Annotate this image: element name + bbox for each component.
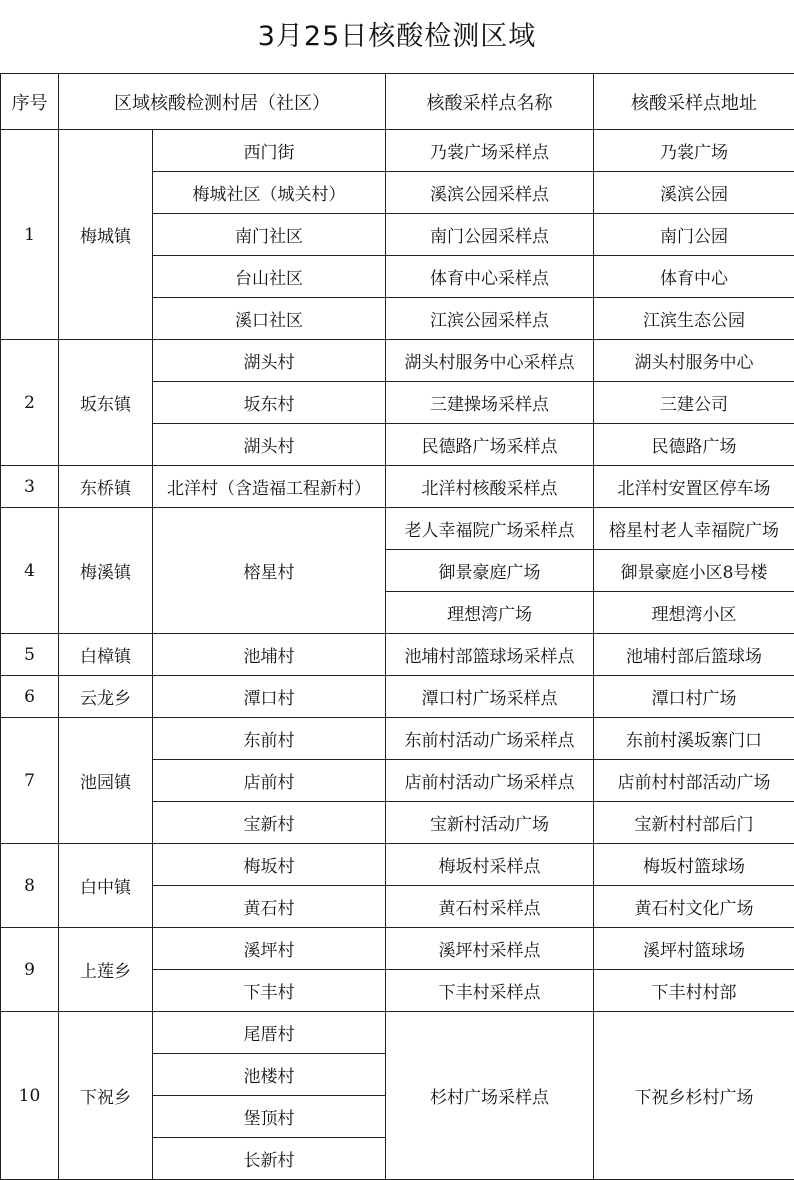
village-cell: 池埔村 [153, 634, 386, 676]
page-title: 3月25日核酸检测区域 [0, 0, 794, 73]
site-address-cell: 南门公园 [594, 214, 794, 256]
site-name-cell: 东前村活动广场采样点 [386, 718, 594, 760]
village-cell: 池楼村 [153, 1054, 386, 1096]
site-address-cell: 店前村村部活动广场 [594, 760, 794, 802]
table-row [1, 676, 794, 718]
testing-sites-table [0, 73, 794, 1180]
site-address-cell: 下祝乡杉村广场 [594, 1012, 794, 1180]
site-address-cell: 理想湾小区 [594, 592, 794, 634]
village-cell: 梅坂村 [153, 844, 386, 886]
site-address-cell: 北洋村安置区停车场 [594, 466, 794, 508]
site-address-cell: 榕星村老人幸福院广场 [594, 508, 794, 550]
table-row [1, 130, 794, 172]
town-cell: 白樟镇 [59, 634, 153, 676]
village-cell: 湖头村 [153, 424, 386, 466]
table-row [1, 928, 794, 970]
village-cell: 湖头村 [153, 340, 386, 382]
site-name-cell: 溪滨公园采样点 [386, 172, 594, 214]
site-address-cell: 三建公司 [594, 382, 794, 424]
village-cell: 宝新村 [153, 802, 386, 844]
site-name-cell: 杉村广场采样点 [386, 1012, 594, 1180]
site-name-cell: 三建操场采样点 [386, 382, 594, 424]
site-name-cell: 潭口村广场采样点 [386, 676, 594, 718]
site-address-cell: 潭口村广场 [594, 676, 794, 718]
seq-cell: 1 [1, 130, 59, 340]
header-region: 区域核酸检测村居（社区） [59, 74, 386, 130]
seq-cell: 10 [1, 1012, 59, 1180]
seq-cell: 4 [1, 508, 59, 634]
village-cell: 长新村 [153, 1138, 386, 1180]
header-site-address: 核酸采样点地址 [594, 74, 794, 130]
site-address-cell: 民德路广场 [594, 424, 794, 466]
table-row [1, 1012, 794, 1054]
site-address-cell: 湖头村服务中心 [594, 340, 794, 382]
site-name-cell: 老人幸福院广场采样点 [386, 508, 594, 550]
village-cell: 梅城社区（城关村） [153, 172, 386, 214]
site-address-cell: 东前村溪坂寨门口 [594, 718, 794, 760]
village-cell: 榕星村 [153, 508, 386, 634]
site-name-cell: 店前村活动广场采样点 [386, 760, 594, 802]
site-address-cell: 黄石村文化广场 [594, 886, 794, 928]
site-address-cell: 溪滨公园 [594, 172, 794, 214]
site-name-cell: 梅坂村采样点 [386, 844, 594, 886]
site-address-cell: 宝新村村部后门 [594, 802, 794, 844]
site-name-cell: 溪坪村采样点 [386, 928, 594, 970]
site-address-cell: 池埔村部后篮球场 [594, 634, 794, 676]
village-cell: 坂东村 [153, 382, 386, 424]
site-address-cell: 体育中心 [594, 256, 794, 298]
town-cell: 梅溪镇 [59, 508, 153, 634]
table-row [1, 844, 794, 886]
village-cell: 西门街 [153, 130, 386, 172]
site-address-cell: 江滨生态公园 [594, 298, 794, 340]
seq-cell: 6 [1, 676, 59, 718]
town-cell: 坂东镇 [59, 340, 153, 466]
seq-cell: 7 [1, 718, 59, 844]
village-cell: 黄石村 [153, 886, 386, 928]
site-name-cell: 池埔村部篮球场采样点 [386, 634, 594, 676]
site-address-cell: 乃裳广场 [594, 130, 794, 172]
table-row [1, 718, 794, 760]
seq-cell: 2 [1, 340, 59, 466]
site-name-cell: 黄石村采样点 [386, 886, 594, 928]
seq-cell: 5 [1, 634, 59, 676]
town-cell: 梅城镇 [59, 130, 153, 340]
site-name-cell: 江滨公园采样点 [386, 298, 594, 340]
site-name-cell: 体育中心采样点 [386, 256, 594, 298]
village-cell: 店前村 [153, 760, 386, 802]
table-row [1, 340, 794, 382]
village-cell: 堡顶村 [153, 1096, 386, 1138]
town-cell: 下祝乡 [59, 1012, 153, 1180]
seq-cell: 8 [1, 844, 59, 928]
seq-cell: 9 [1, 928, 59, 1012]
site-name-cell: 民德路广场采样点 [386, 424, 594, 466]
town-cell: 上莲乡 [59, 928, 153, 1012]
town-cell: 白中镇 [59, 844, 153, 928]
header-seq: 序号 [1, 74, 59, 130]
site-name-cell: 湖头村服务中心采样点 [386, 340, 594, 382]
site-name-cell: 御景豪庭广场 [386, 550, 594, 592]
village-cell: 溪口社区 [153, 298, 386, 340]
site-name-cell: 乃裳广场采样点 [386, 130, 594, 172]
table-row [1, 634, 794, 676]
site-address-cell: 御景豪庭小区8号楼 [594, 550, 794, 592]
village-cell: 北洋村（含造福工程新村） [153, 466, 386, 508]
header-site-name: 核酸采样点名称 [386, 74, 594, 130]
table-row [1, 508, 794, 550]
site-name-cell: 北洋村核酸采样点 [386, 466, 594, 508]
seq-cell: 3 [1, 466, 59, 508]
site-address-cell: 下丰村村部 [594, 970, 794, 1012]
site-address-cell: 梅坂村篮球场 [594, 844, 794, 886]
town-cell: 池园镇 [59, 718, 153, 844]
site-name-cell: 南门公园采样点 [386, 214, 594, 256]
village-cell: 溪坪村 [153, 928, 386, 970]
table-row [1, 466, 794, 508]
village-cell: 潭口村 [153, 676, 386, 718]
village-cell: 尾厝村 [153, 1012, 386, 1054]
site-address-cell: 溪坪村篮球场 [594, 928, 794, 970]
town-cell: 云龙乡 [59, 676, 153, 718]
village-cell: 南门社区 [153, 214, 386, 256]
village-cell: 下丰村 [153, 970, 386, 1012]
site-name-cell: 下丰村采样点 [386, 970, 594, 1012]
village-cell: 东前村 [153, 718, 386, 760]
site-name-cell: 宝新村活动广场 [386, 802, 594, 844]
town-cell: 东桥镇 [59, 466, 153, 508]
site-name-cell: 理想湾广场 [386, 592, 594, 634]
table-header-row [1, 74, 794, 130]
village-cell: 台山社区 [153, 256, 386, 298]
